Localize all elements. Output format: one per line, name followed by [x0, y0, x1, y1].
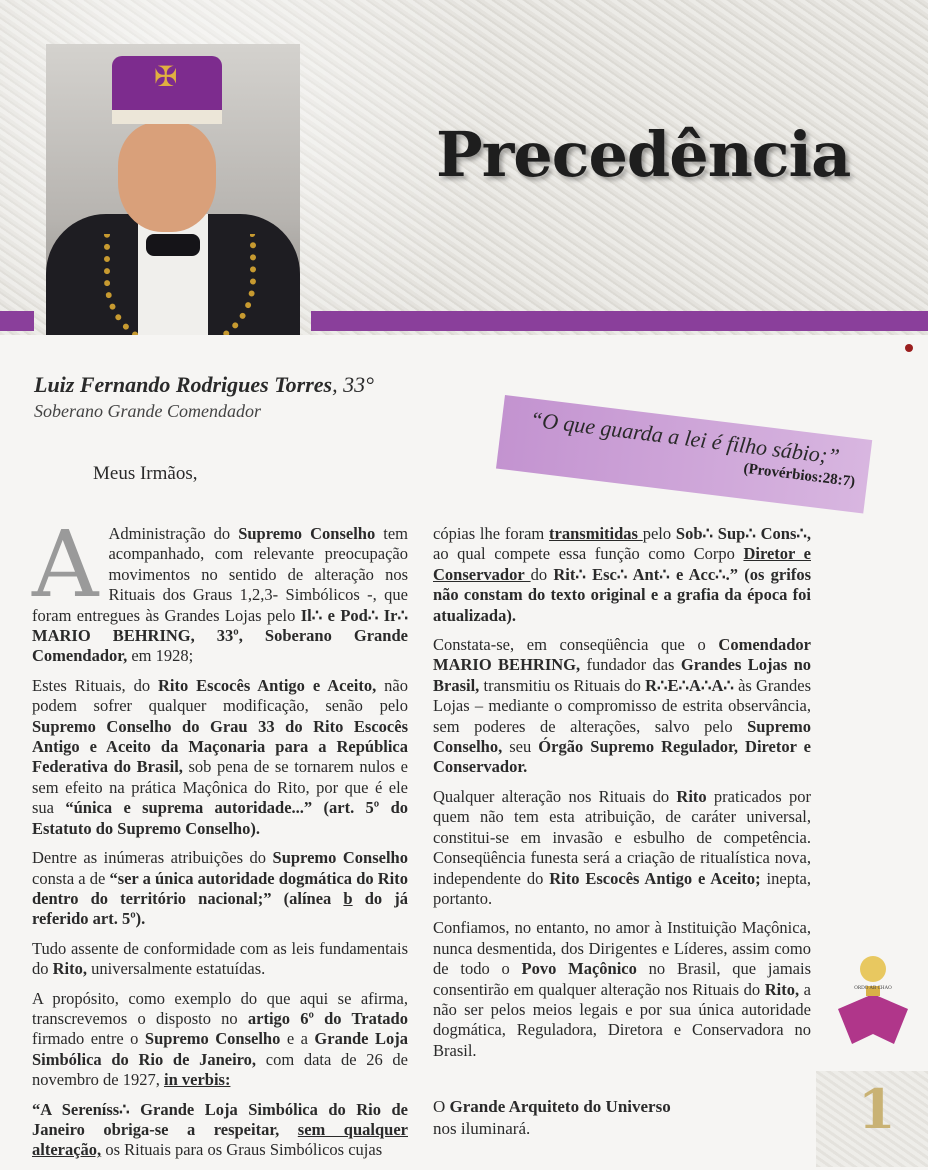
drop-cap: A — [32, 511, 99, 618]
double-eagle-emblem — [836, 954, 910, 1060]
column-left — [32, 511, 409, 1170]
quote-text: “O que guarda a lei é filho sábio;” — [528, 406, 841, 470]
paragraph: Estes Rituais, do Rito Escocês Antigo e Aceito, não podem sofrer qualquer modificação, senão pelo Supremo Conselho do Grau 33 do Rito Escocês Antigo e Aceito da Maçonaria para a República Federativa do Brasil, sob pena de se tornarem nulos e sem efeito na prática Maçônica do Rito, por que é ele sua “única e suprema autoridade...” (art. 5º do Estatuto do Supremo Conselho). — [32, 675, 408, 838]
paragraph: Confiamos, no entanto, no amor à Instituição Maçônica, nunca desmentida, dos Dirigentes e Líderes, assim como de todo o Povo Maçônico no Brasil, que jamais consentirão em qualquer alteração nos Rituais do Rito, a não ser pelos meios legais e por sua única autoridade dogmática, Reguladora, Diretora e Conservadora no Brasil. — [433, 918, 811, 1060]
purple-band-right — [311, 311, 928, 331]
quote-reference: (Provérbios:28:7) — [742, 460, 856, 491]
column-right — [433, 524, 811, 1070]
decorative-dot — [905, 344, 913, 352]
salutation: Meus Irmãos, — [93, 463, 198, 484]
paragraph: Qualquer alteração nos Rituais do Rito praticados por quem não tem esta atribuição, de caráter universal, constitui-se em invasão e esbulho de competência. Conseqüência funesta será a criação de ritualística nova, independente do Rito Escocês Antigo e Aceito; inepta, portanto. — [433, 786, 811, 908]
paragraph: Tudo assente de conformidade com as leis fundamentais do Rito, universalmente estatuídas. — [32, 938, 408, 979]
paragraph: Constata-se, em conseqüência que o Comendador MARIO BEHRING, fundador das Grandes Lojas no Brasil, transmitiu os Rituais do R∴E∴A∴A∴ às Grandes Lojas – mediante o compromisso de estrita observância, sem poderes de alterações, salvo pelo Supremo Conselho, seu Órgão Supremo Regulador, Diretor e Conservador. — [433, 635, 812, 777]
eagle-icon — [838, 994, 908, 1044]
quote-box — [496, 395, 872, 514]
delta-icon — [860, 956, 886, 982]
paragraph: cópias lhe foram transmitidas pelo Sob∴ Sup∴ Cons∴, ao qual compete essa função como Corpo Diretor e Conservador do Rit∴ Esc∴ Ant∴ e Acc∴.” (os grifos não constam do texto original e a grafia da época foi atualizada). — [433, 524, 811, 625]
paragraph: Dentre as inúmeras atribuições do Supremo Conselho consta a de “ser a única autoridade dogmática do Rito dentro do território nacional;” (alínea b do já referido art. 5º). — [32, 848, 409, 929]
author-role: Soberano Grande Comendador — [34, 401, 261, 421]
page-title: Precedência — [436, 118, 851, 191]
closing-line: O Grande Arquiteto do Universo nos iluminará. — [433, 1097, 671, 1138]
paragraph: A propósito, como exemplo do que aqui se afirma, transcrevemos o disposto no artigo 6º do Tratado firmado entre o Supremo Conselho e a Grande Loja Simbólica do Rio de Janeiro, com data de 26 de novembro de 1927, in verbis: — [32, 988, 408, 1090]
author-portrait: ✠ — [46, 44, 300, 335]
emblem-motto: ORDO AB CHAO — [854, 986, 892, 991]
author-name: Luiz Fernando Rodrigues Torres, 33° — [34, 372, 374, 397]
purple-band-left — [0, 311, 34, 331]
paragraph: A Administração do Supremo Conselho tem acompanhado, com relevante preocupação movimentos no sentido de alteração nos Rituais dos Graus 1,2,3- Simbólicos -, que foram entregues às Grandes Lojas pelo Il∴ e Pod∴ Ir∴ MARIO BEHRING, 33º, Soberano Grande Comendador, em 1928; — [32, 511, 408, 666]
paragraph: “A Sereníss∴ Grande Loja Simbólica do Rio de Janeiro obriga-se a respeitar, sem qualquer alteração, os Rituais para os Graus Simbólicos cujas — [32, 1099, 408, 1160]
page-number: 1 — [858, 1077, 896, 1141]
